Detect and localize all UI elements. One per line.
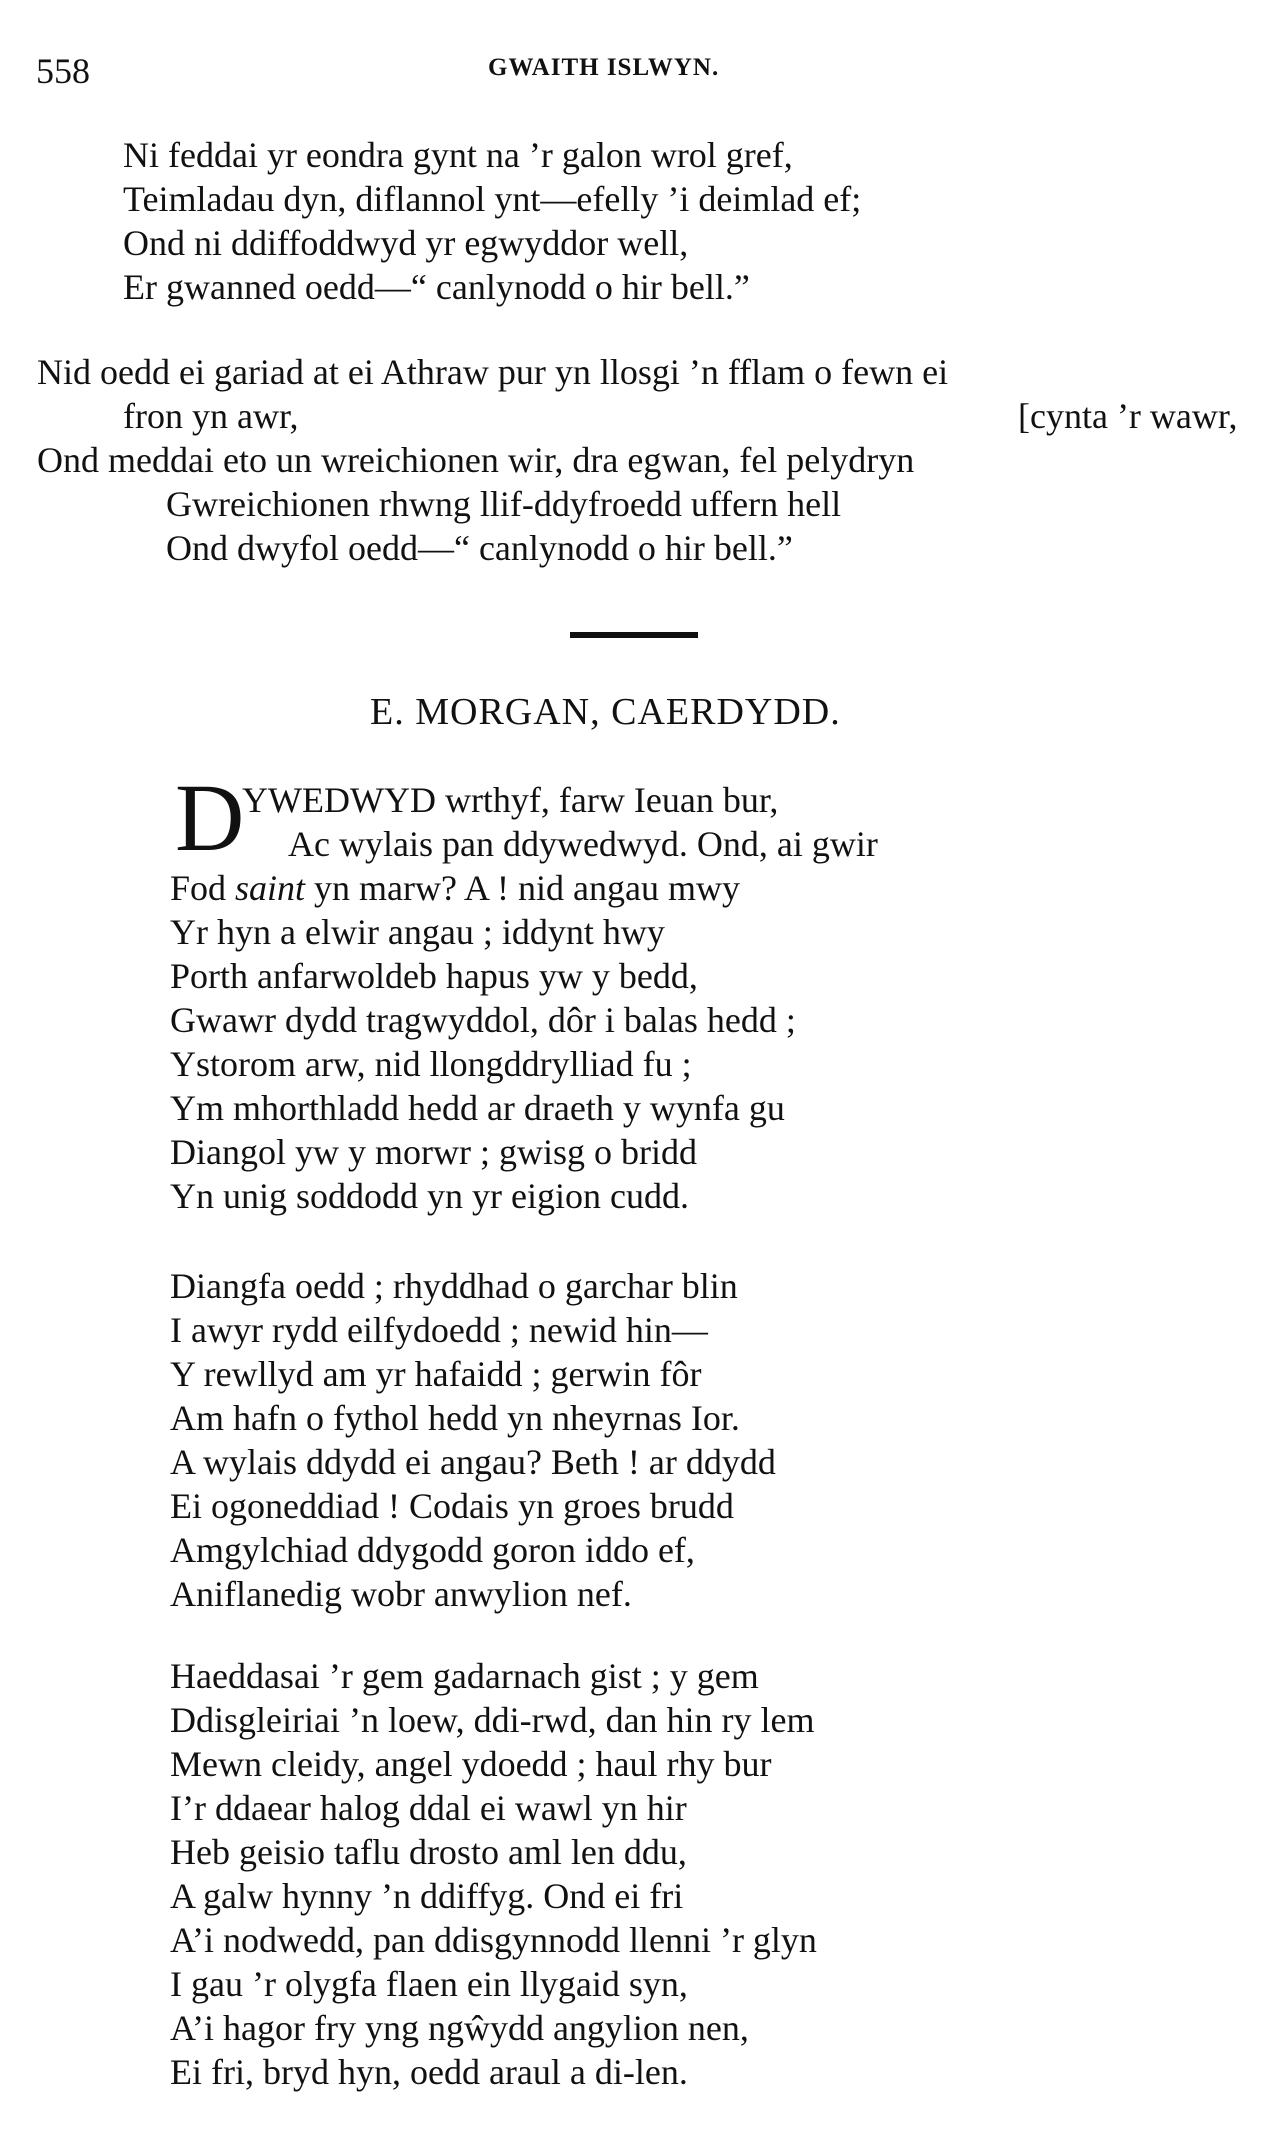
poem-line: Mewn cleidy, angel ydoedd ; haul rhy bur [170, 1744, 772, 1784]
poem-line: Ei ogoneddiad ! Codais yn groes brudd [170, 1486, 734, 1526]
poem-line: Ei fri, bryd hyn, oedd araul a di-len. [170, 2052, 688, 2092]
poem-line: I’r ddaear halog ddal ei wawl yn hir [170, 1788, 687, 1828]
poem-line: I awyr rydd eilfydoedd ; newid hin— [170, 1310, 708, 1350]
poem-line: Ac wylais pan ddywedwyd. Ond, ai gwir [288, 824, 878, 864]
poem-line: YWEDWYD wrthyf, farw Ieuan bur, [242, 780, 779, 820]
poem-line: Ym mhorthladd hedd ar draeth y wynfa gu [170, 1088, 785, 1128]
poem-line: Porth anfarwoldeb hapus yw y bedd, [170, 956, 698, 996]
drop-cap: D [175, 764, 245, 871]
poem-line: A wylais ddydd ei angau? Beth ! ar ddydd [170, 1442, 776, 1482]
poem-line [170, 866, 740, 910]
poem-line: A’i nodwedd, pan ddisgynnodd llenni ’r glyn [170, 1920, 817, 1960]
stanza1-line: Er gwanned oedd—“ canlynodd o hir bell.” [123, 267, 750, 307]
page-number: 558 [36, 51, 90, 91]
stanza2-line: Ond dwyfol oedd—“ canlynodd o hir bell.” [166, 528, 793, 568]
poem-line: Am hafn o fythol hedd yn nheyrnas Ior. [170, 1398, 740, 1438]
poem-line: Gwawr dydd tragwyddol, dôr i balas hedd ; [170, 1000, 796, 1040]
stanza2-line: Ond meddai eto un wreichionen wir, dra egwan, fel pelydryn [37, 440, 915, 480]
poem-line: Heb geisio taflu drosto aml len ddu, [170, 1832, 687, 1872]
stanza1-line: Ond ni ddiffoddwyd yr egwyddor well, [123, 223, 689, 263]
poem-line: Diangol yw y morwr ; gwisg o bridd [170, 1132, 697, 1172]
poem-line: A’i hagor fry yng ngŵydd angylion nen, [170, 2008, 749, 2048]
poem-line: Amgylchiad ddygodd goron iddo ef, [170, 1530, 695, 1570]
poem-line: A galw hynny ’n ddiffyg. Ond ei fri [170, 1876, 684, 1916]
stanza2-line: Gwreichionen rhwng llif-ddyfroedd uffern hell [166, 484, 842, 524]
poem-line: Haeddasai ’r gem gadarnach gist ; y gem [170, 1656, 759, 1696]
poem-line: Aniflanedig wobr anwylion nef. [170, 1574, 632, 1614]
stanza2-line: Nid oedd ei gariad at ei Athraw pur yn llosgi ’n fflam o fewn ei [37, 352, 949, 392]
stanza1-line: Teimladau dyn, diflannol ynt—efelly ’i deimlad ef; [123, 179, 862, 219]
poem-line: Diangfa oedd ; rhyddhad o garchar blin [170, 1266, 738, 1306]
section-title: E. MORGAN, CAERDYDD. [370, 691, 841, 733]
stanza2-line-turnover: [cynta ’r wawr, [1018, 396, 1238, 436]
stanza1-line: Ni feddai yr eondra gynt na ’r galon wrol gref, [123, 135, 793, 175]
poem-line: Ystorom arw, nid llongddrylliad fu ; [170, 1044, 692, 1084]
poem-italic-word: saint [235, 868, 306, 908]
poem-line: Yn unig soddodd yn yr eigion cudd. [170, 1176, 689, 1216]
page-header [36, 48, 1246, 98]
poem-line: Y rewllyd am yr hafaidd ; gerwin fôr [170, 1354, 702, 1394]
poem-line: Ddisgleiriai ’n loew, ddi-rwd, dan hin ry lem [170, 1700, 815, 1740]
poem-line: I gau ’r olygfa flaen ein llygaid syn, [170, 1964, 688, 2004]
stanza2-line: fron yn awr, [123, 396, 299, 436]
poem-line: Yr hyn a elwir angau ; iddynt hwy [170, 912, 665, 952]
running-head: GWAITH ISLWYN. [488, 54, 720, 81]
poem-text: Fod [170, 868, 236, 908]
section-divider [570, 632, 698, 638]
poem-text: yn marw? A ! nid angau mwy [305, 868, 740, 908]
